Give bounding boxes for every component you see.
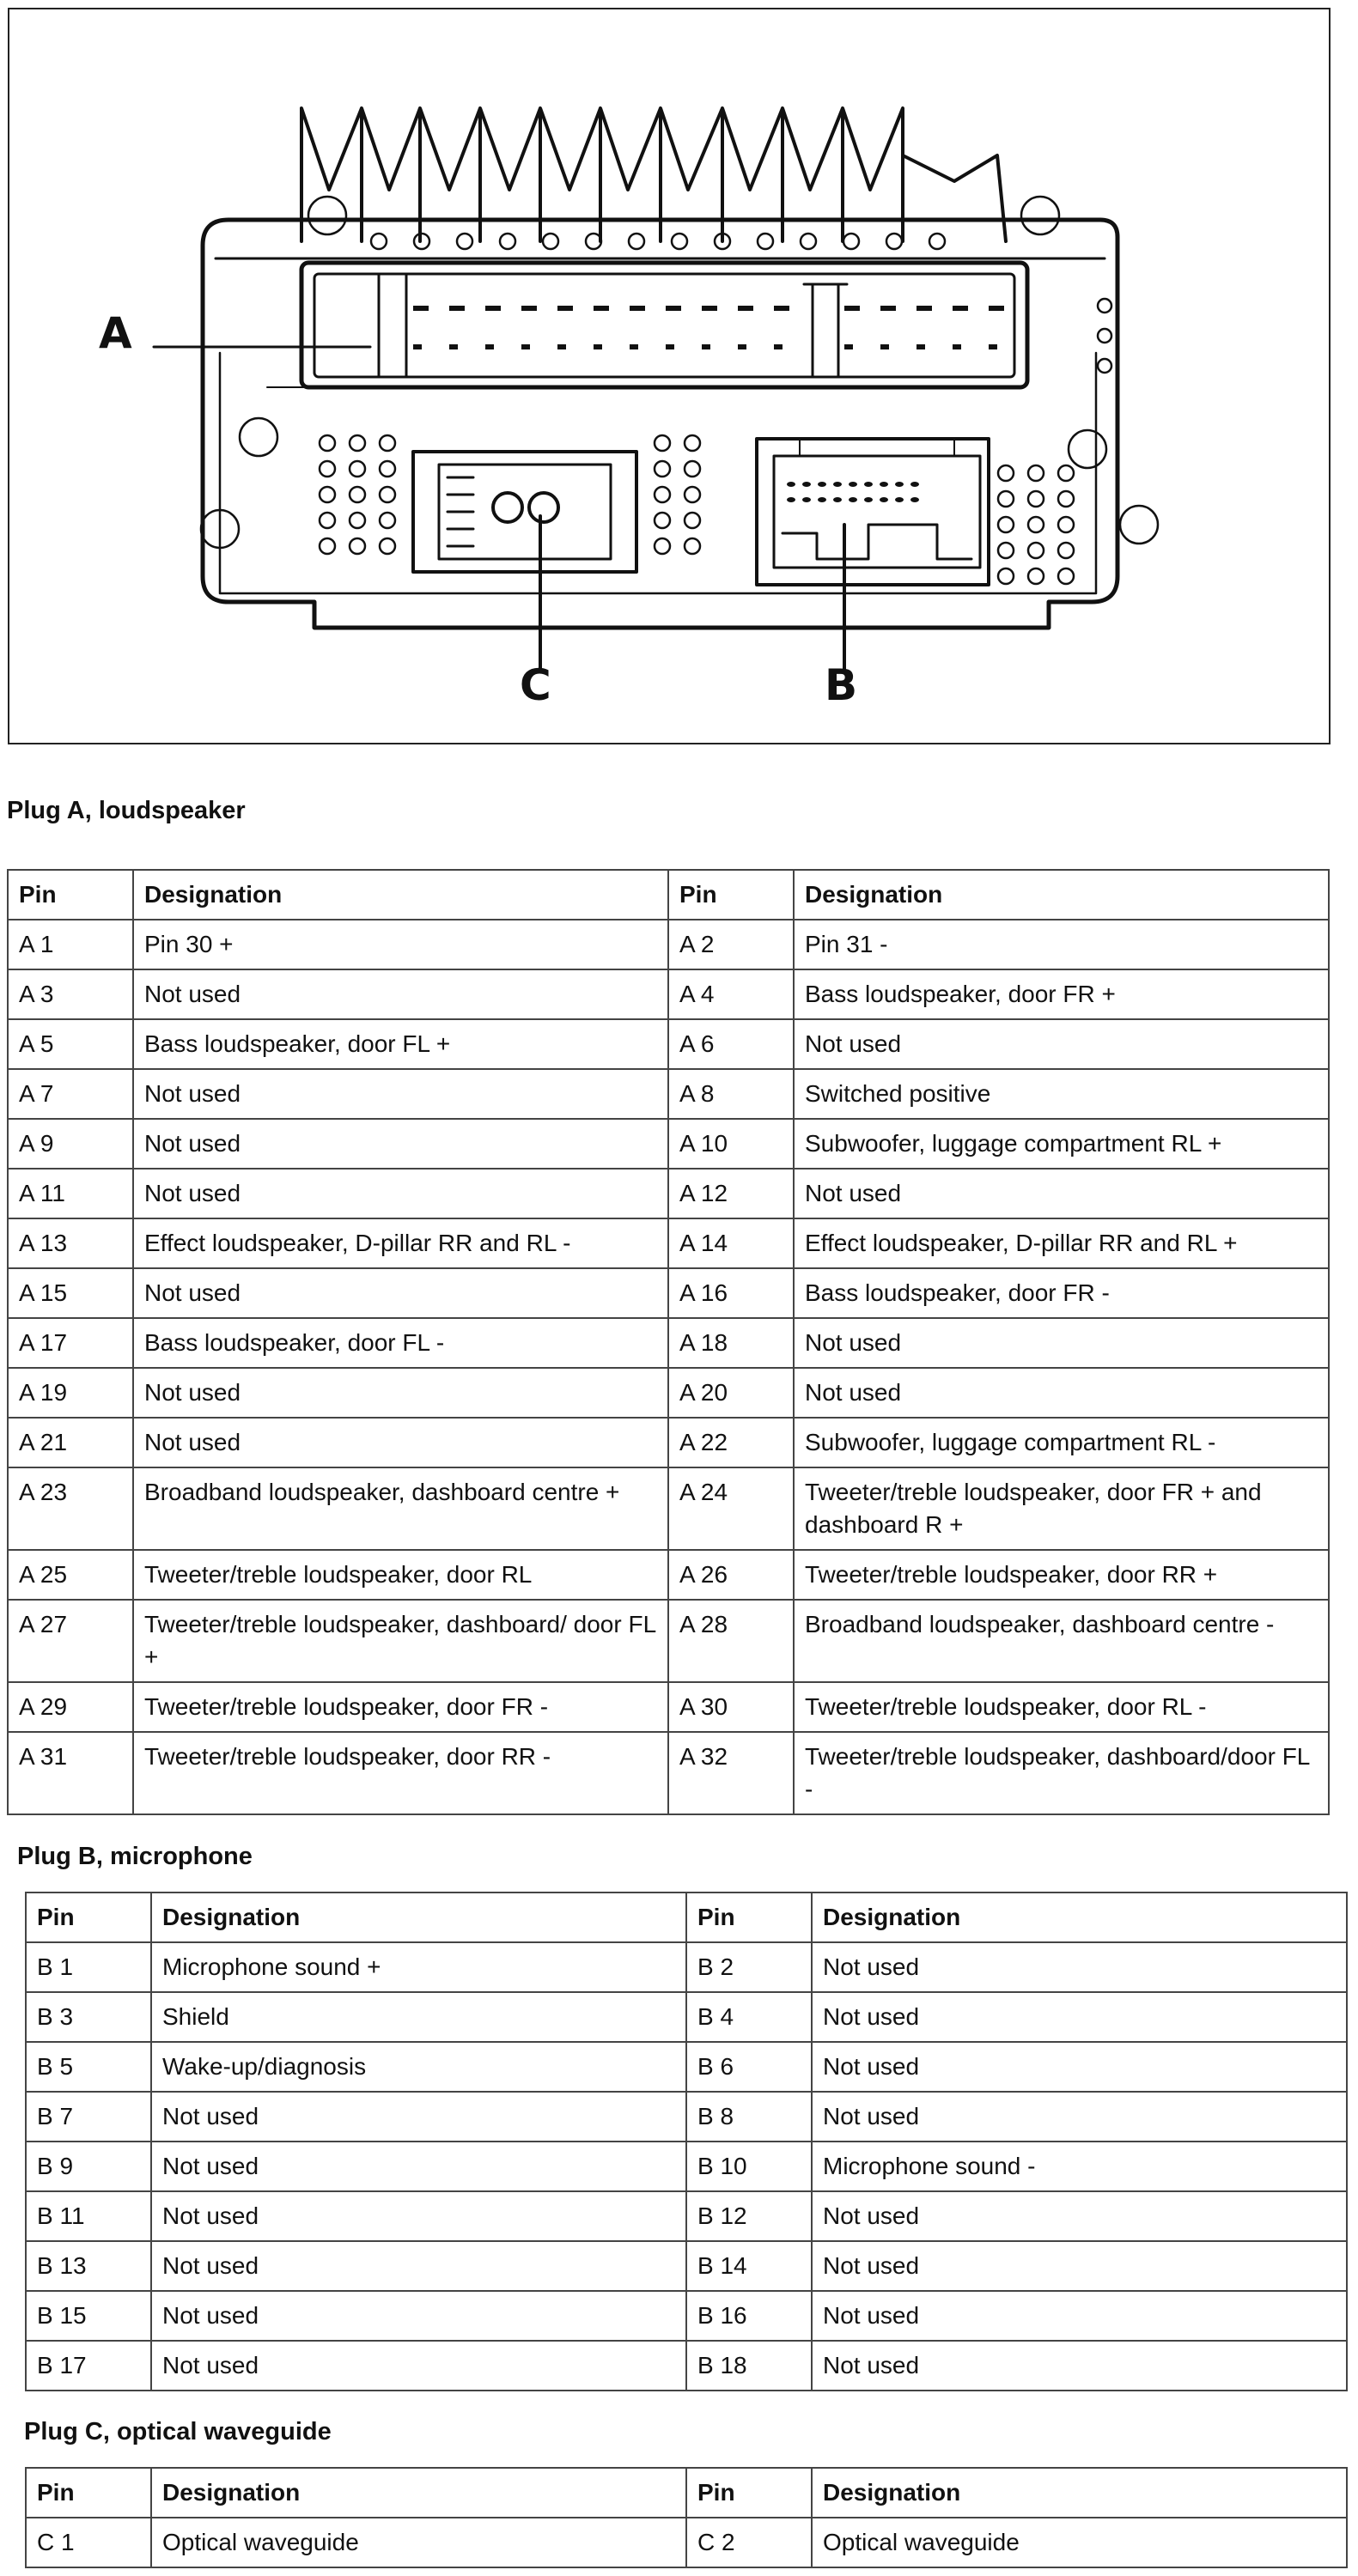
column-header-pin: Pin	[686, 1893, 812, 1942]
vent-hole	[320, 487, 335, 502]
pin-cell: A 8	[668, 1069, 794, 1119]
plug-a-table	[7, 869, 1330, 1815]
vent-hole	[998, 568, 1014, 584]
table-row	[26, 2341, 1347, 2391]
callout-c: C	[520, 660, 551, 710]
pin-cell: B 7	[26, 2092, 151, 2142]
table-row	[8, 969, 1329, 1019]
table-header-row	[26, 1893, 1347, 1942]
pin-cell: B 16	[686, 2291, 812, 2341]
designation-cell: Not used	[133, 1169, 668, 1218]
designation-cell: Tweeter/treble loudspeaker, door RL -	[794, 1682, 1329, 1732]
vent-hole	[685, 487, 700, 502]
designation-cell: Effect loudspeaker, D-pillar RR and RL -	[133, 1218, 668, 1268]
column-header-pin: Pin	[8, 870, 133, 920]
designation-cell: Not used	[812, 2291, 1347, 2341]
pin-cell: A 6	[668, 1019, 794, 1069]
pin-cell: A 19	[8, 1368, 133, 1418]
vent-hole	[350, 513, 365, 528]
pin-cell: A 11	[8, 1169, 133, 1218]
vent-hole	[1058, 568, 1074, 584]
pin-cell: C 2	[686, 2518, 812, 2567]
table-row	[8, 1732, 1329, 1814]
designation-cell: Tweeter/treble loudspeaker, dashboard/ door FL +	[133, 1600, 668, 1682]
designation-cell: Not used	[133, 969, 668, 1019]
pin-slot	[485, 344, 494, 349]
pin-cell: A 24	[668, 1467, 794, 1550]
vent-hole	[1028, 543, 1044, 558]
pin-cell: A 14	[668, 1218, 794, 1268]
designation-cell: Tweeter/treble loudspeaker, dashboard/door FL -	[794, 1732, 1329, 1814]
pin-slot	[594, 306, 609, 311]
pin-slot	[774, 306, 789, 311]
pin-slot	[880, 344, 889, 349]
pin-dot	[802, 482, 811, 487]
table-row	[26, 2191, 1347, 2241]
pin-dot	[864, 497, 873, 502]
pin-slot	[413, 306, 429, 311]
pin-dot	[895, 482, 904, 487]
pin-cell: B 8	[686, 2092, 812, 2142]
designation-cell: Switched positive	[794, 1069, 1329, 1119]
pin-dot	[818, 497, 826, 502]
table-row	[8, 1600, 1329, 1682]
designation-cell: Broadband loudspeaker, dashboard centre +	[133, 1467, 668, 1550]
table-row	[8, 1169, 1329, 1218]
pin-cell: B 3	[26, 1992, 151, 2042]
column-header-designation: Designation	[812, 2468, 1347, 2518]
vent-hole	[998, 491, 1014, 507]
column-header-designation: Designation	[151, 2468, 686, 2518]
pin-dot	[818, 482, 826, 487]
vent-hole	[380, 461, 395, 477]
vent-hole	[1058, 491, 1074, 507]
designation-cell: Not used	[151, 2341, 686, 2391]
designation-cell: Not used	[812, 2341, 1347, 2391]
pin-cell: A 29	[8, 1682, 133, 1732]
designation-cell: Bass loudspeaker, door FR -	[794, 1268, 1329, 1318]
pin-cell: B 15	[26, 2291, 151, 2341]
designation-cell: Not used	[794, 1318, 1329, 1368]
plug-b-heading: Plug B, microphone	[17, 1843, 253, 1870]
designation-cell: Not used	[151, 2191, 686, 2241]
mount-hole	[1098, 359, 1111, 373]
pin-slot	[666, 306, 681, 311]
column-header-pin: Pin	[668, 870, 794, 920]
table-row	[8, 1268, 1329, 1318]
pin-slot	[449, 344, 458, 349]
mount-hole	[672, 234, 687, 249]
pin-dot	[787, 482, 795, 487]
designation-cell: Optical waveguide	[812, 2518, 1347, 2567]
pin-cell: A 16	[668, 1268, 794, 1318]
vent-hole	[380, 435, 395, 451]
pin-slot	[557, 306, 573, 311]
pin-slot	[666, 344, 674, 349]
pin-cell: A 21	[8, 1418, 133, 1467]
pin-cell: B 6	[686, 2042, 812, 2092]
designation-cell: Tweeter/treble loudspeaker, door RL	[133, 1550, 668, 1600]
table-row	[8, 1218, 1329, 1268]
pin-dot	[895, 497, 904, 502]
designation-cell: Not used	[812, 1992, 1347, 2042]
mount-hole	[629, 234, 644, 249]
vent-hole	[1058, 465, 1074, 481]
table-row	[8, 1368, 1329, 1418]
pin-slot	[880, 306, 896, 311]
pin-slot	[521, 306, 537, 311]
designation-cell: Tweeter/treble loudspeaker, door FR -	[133, 1682, 668, 1732]
plug-b-table	[25, 1892, 1348, 2391]
pin-cell: A 27	[8, 1600, 133, 1682]
designation-cell: Pin 30 +	[133, 920, 668, 969]
pin-slot	[916, 306, 932, 311]
pin-slot	[738, 344, 746, 349]
pin-slot	[916, 344, 925, 349]
designation-cell: Not used	[133, 1418, 668, 1467]
pin-cell: B 1	[26, 1942, 151, 1992]
pin-slot	[738, 306, 753, 311]
pin-dot	[833, 497, 842, 502]
table-row	[26, 2291, 1347, 2341]
table-row	[8, 1318, 1329, 1368]
designation-cell: Not used	[151, 2092, 686, 2142]
pin-cell: A 10	[668, 1119, 794, 1169]
designation-cell: Bass loudspeaker, door FR +	[794, 969, 1329, 1019]
designation-cell: Tweeter/treble loudspeaker, door RR +	[794, 1550, 1329, 1600]
designation-cell: Not used	[812, 2042, 1347, 2092]
pin-cell: A 15	[8, 1268, 133, 1318]
designation-cell: Not used	[133, 1119, 668, 1169]
pin-dot	[910, 497, 919, 502]
vent-hole	[1028, 491, 1044, 507]
vent-hole	[655, 538, 670, 554]
designation-cell: Microphone sound +	[151, 1942, 686, 1992]
pin-slot	[521, 344, 530, 349]
table-header-row	[26, 2468, 1347, 2518]
mount-hole	[758, 234, 773, 249]
pin-slot	[485, 306, 501, 311]
mount-hole	[500, 234, 515, 249]
pin-dot	[802, 497, 811, 502]
pin-cell: A 25	[8, 1550, 133, 1600]
pin-dot	[880, 482, 888, 487]
vent-hole	[1028, 465, 1044, 481]
pin-dot	[864, 482, 873, 487]
column-header-pin: Pin	[686, 2468, 812, 2518]
designation-cell: Bass loudspeaker, door FL -	[133, 1318, 668, 1368]
pin-slot	[774, 344, 783, 349]
pin-cell: A 20	[668, 1368, 794, 1418]
table-row	[8, 1550, 1329, 1600]
designation-cell: Shield	[151, 1992, 686, 2042]
mount-hole	[843, 234, 859, 249]
pin-cell: B 17	[26, 2341, 151, 2391]
designation-cell: Not used	[151, 2241, 686, 2291]
designation-cell: Not used	[812, 2092, 1347, 2142]
pin-slot	[702, 344, 710, 349]
mount-hole	[457, 234, 472, 249]
table-row	[26, 2518, 1347, 2567]
designation-cell: Not used	[133, 1069, 668, 1119]
vent-hole	[655, 487, 670, 502]
vent-hole	[1058, 517, 1074, 532]
column-header-pin: Pin	[26, 2468, 151, 2518]
pin-cell: A 32	[668, 1732, 794, 1814]
vent-hole	[320, 435, 335, 451]
mount-hole	[1098, 329, 1111, 343]
designation-cell: Not used	[151, 2142, 686, 2191]
table-row	[26, 2092, 1347, 2142]
column-header-designation: Designation	[794, 870, 1329, 920]
pin-cell: B 12	[686, 2191, 812, 2241]
pin-cell: A 4	[668, 969, 794, 1019]
pin-dot	[833, 482, 842, 487]
pin-cell: A 1	[8, 920, 133, 969]
pin-cell: A 22	[668, 1418, 794, 1467]
vent-hole	[1058, 543, 1074, 558]
designation-cell: Subwoofer, luggage compartment RL +	[794, 1119, 1329, 1169]
vent-hole	[655, 513, 670, 528]
table-row	[26, 2241, 1347, 2291]
table-row	[8, 1467, 1329, 1550]
pin-slot	[557, 344, 566, 349]
vent-hole	[380, 487, 395, 502]
pin-cell: A 18	[668, 1318, 794, 1368]
pin-cell: B 18	[686, 2341, 812, 2391]
vent-hole	[350, 461, 365, 477]
designation-cell: Not used	[151, 2291, 686, 2341]
pin-cell: C 1	[26, 2518, 151, 2567]
pin-slot	[844, 306, 860, 311]
vent-hole	[655, 435, 670, 451]
designation-cell: Not used	[133, 1368, 668, 1418]
pin-slot	[989, 344, 997, 349]
pin-cell: B 13	[26, 2241, 151, 2291]
pin-slot	[702, 306, 717, 311]
vent-hole	[685, 513, 700, 528]
pin-slot	[953, 306, 968, 311]
pin-cell: A 5	[8, 1019, 133, 1069]
pin-cell: A 30	[668, 1682, 794, 1732]
vent-hole	[320, 461, 335, 477]
pin-slot	[449, 306, 465, 311]
pin-slot	[630, 306, 645, 311]
vent-hole	[1028, 517, 1044, 532]
vent-hole	[320, 538, 335, 554]
pin-slot	[630, 344, 638, 349]
pin-cell: B 5	[26, 2042, 151, 2092]
designation-cell: Tweeter/treble loudspeaker, door RR -	[133, 1732, 668, 1814]
pin-cell: A 31	[8, 1732, 133, 1814]
pin-cell: A 28	[668, 1600, 794, 1682]
table-row	[26, 1942, 1347, 1992]
vent-hole	[685, 435, 700, 451]
designation-cell: Optical waveguide	[151, 2518, 686, 2567]
pin-cell: A 23	[8, 1467, 133, 1550]
table-row	[8, 920, 1329, 969]
vent-hole	[380, 538, 395, 554]
designation-cell: Not used	[794, 1169, 1329, 1218]
pin-dot	[849, 497, 857, 502]
pin-slot	[844, 344, 853, 349]
designation-cell: Wake-up/diagnosis	[151, 2042, 686, 2092]
designation-cell: Bass loudspeaker, door FL +	[133, 1019, 668, 1069]
pin-cell: A 26	[668, 1550, 794, 1600]
table-row	[8, 1119, 1329, 1169]
vent-hole	[685, 461, 700, 477]
table-row	[8, 1682, 1329, 1732]
pin-cell: B 11	[26, 2191, 151, 2241]
vent-hole	[350, 538, 365, 554]
pin-cell: B 4	[686, 1992, 812, 2042]
designation-cell: Not used	[812, 1942, 1347, 1992]
pin-cell: A 2	[668, 920, 794, 969]
pin-slot	[594, 344, 602, 349]
table-row	[26, 1992, 1347, 2042]
pin-dot	[880, 497, 888, 502]
table-row	[8, 1069, 1329, 1119]
vent-hole	[998, 465, 1014, 481]
pin-cell: B 2	[686, 1942, 812, 1992]
pin-cell: A 12	[668, 1169, 794, 1218]
vent-hole	[998, 517, 1014, 532]
mount-hole	[886, 234, 902, 249]
designation-cell: Broadband loudspeaker, dashboard centre -	[794, 1600, 1329, 1682]
vent-hole	[655, 461, 670, 477]
pin-slot	[413, 344, 422, 349]
mount-hole	[371, 234, 387, 249]
designation-cell: Not used	[794, 1368, 1329, 1418]
vent-hole	[998, 543, 1014, 558]
mount-hole	[929, 234, 945, 249]
pin-dot	[910, 482, 919, 487]
vent-hole	[350, 435, 365, 451]
plug-c-table	[25, 2467, 1348, 2568]
callout-b: B	[825, 660, 858, 710]
pin-cell: A 3	[8, 969, 133, 1019]
vent-hole	[1028, 568, 1044, 584]
designation-cell: Tweeter/treble loudspeaker, door FR + and dashboard R +	[794, 1467, 1329, 1550]
designation-cell: Not used	[133, 1268, 668, 1318]
connector-diagram	[8, 8, 1331, 744]
column-header-designation: Designation	[812, 1893, 1347, 1942]
amplifier-unit-drawing	[9, 9, 1329, 743]
designation-cell: Pin 31 -	[794, 920, 1329, 969]
pin-slot	[953, 344, 961, 349]
table-row	[26, 2042, 1347, 2092]
vent-hole	[350, 487, 365, 502]
pin-slot	[989, 306, 1004, 311]
pin-cell: A 7	[8, 1069, 133, 1119]
column-header-pin: Pin	[26, 1893, 151, 1942]
callout-a: A	[99, 308, 132, 358]
pin-cell: A 13	[8, 1218, 133, 1268]
designation-cell: Not used	[812, 2191, 1347, 2241]
mount-hole	[543, 234, 558, 249]
table-row	[26, 2142, 1347, 2191]
designation-cell: Effect loudspeaker, D-pillar RR and RL +	[794, 1218, 1329, 1268]
mount-hole	[1098, 299, 1111, 313]
pin-cell: A 9	[8, 1119, 133, 1169]
pin-cell: B 9	[26, 2142, 151, 2191]
pin-cell: B 10	[686, 2142, 812, 2191]
pin-dot	[849, 482, 857, 487]
plug-a-heading: Plug A, loudspeaker	[7, 797, 246, 824]
column-header-designation: Designation	[133, 870, 668, 920]
designation-cell: Not used	[794, 1019, 1329, 1069]
designation-cell: Subwoofer, luggage compartment RL -	[794, 1418, 1329, 1467]
pin-cell: A 17	[8, 1318, 133, 1368]
vent-hole	[380, 513, 395, 528]
column-header-designation: Designation	[151, 1893, 686, 1942]
vent-hole	[685, 538, 700, 554]
table-row	[8, 1418, 1329, 1467]
vent-hole	[320, 513, 335, 528]
designation-cell: Microphone sound -	[812, 2142, 1347, 2191]
mount-hole	[801, 234, 816, 249]
plug-c-heading: Plug C, optical waveguide	[24, 2418, 332, 2445]
pin-dot	[787, 497, 795, 502]
table-row	[8, 1019, 1329, 1069]
pin-cell: B 14	[686, 2241, 812, 2291]
designation-cell: Not used	[812, 2241, 1347, 2291]
table-header-row	[8, 870, 1329, 920]
